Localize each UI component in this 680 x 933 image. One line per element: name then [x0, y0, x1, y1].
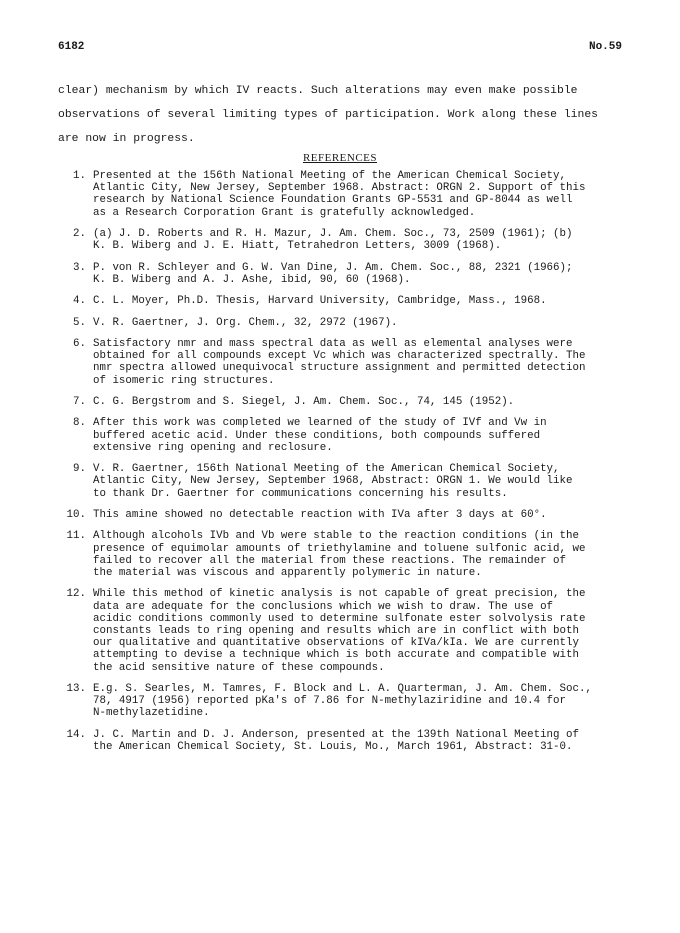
- reference-item: [58, 463, 638, 500]
- reference-number: 7.: [73, 395, 86, 408]
- reference-line: (a) J. D. Roberts and R. H. Mazur, J. Am. Chem. Soc., 73, 2509 (1961); (b): [93, 228, 573, 240]
- reference-line: to thank Dr. Gaertner for communications concerning his results.: [93, 487, 508, 500]
- reference-line: the American Chemical Society, St. Louis, Mo., March 1961, Abstract: 31-0.: [93, 740, 573, 753]
- reference-number: 2.: [73, 228, 86, 240]
- reference-line: Presented at the 156th National Meeting of the American Chemical Society,: [93, 170, 566, 182]
- reference-number: 9.: [73, 463, 86, 476]
- reference-number: 13.: [66, 682, 86, 695]
- reference-line: failed to recover all the material from these reactions. The remainder of: [93, 554, 566, 567]
- reference-line: data are adequate for the conclusions which we wish to draw. The use of: [93, 600, 554, 613]
- reference-line: J. C. Martin and D. J. Anderson, presented at the 139th National Meeting of: [93, 728, 579, 741]
- reference-line: of isomeric ring structures.: [93, 374, 275, 387]
- reference-number: 3.: [73, 261, 86, 274]
- reference-item: [58, 228, 638, 252]
- reference-line: obtained for all compounds except Vc which was characterized spectrally. The: [93, 350, 586, 363]
- reference-line: 78, 4917 (1956) reported pKa's of 7.86 for N-methylaziridine and 10.4 for: [93, 695, 566, 708]
- reference-line: V. R. Gaertner, 156th National Meeting of the American Chemical Society,: [93, 463, 560, 476]
- reference-line: acidic conditions commonly used to determine sulfonate ester solvolysis rate: [93, 612, 586, 625]
- body-line: clear) mechanism by which IV reacts. Such alterations may even make possible: [58, 85, 578, 97]
- page-header: [58, 41, 622, 57]
- reference-item: [58, 170, 638, 219]
- reference-line: Atlantic City, New Jersey, September 1968. Abstract: ORGN 2. Support of this: [93, 182, 586, 195]
- body-paragraph: [58, 79, 638, 151]
- reference-item: [58, 295, 638, 307]
- reference-line: After this work was completed we learned of the study of IVf and Vw in: [93, 417, 547, 430]
- reference-number: 5.: [73, 316, 86, 329]
- reference-number: 8.: [73, 417, 86, 430]
- reference-line: constants leads to ring opening and results which are in conflict with both: [93, 624, 579, 637]
- issue-number: No.59: [588, 41, 622, 53]
- reference-number: 1.: [73, 170, 86, 182]
- reference-line: attempting to devise a technique which is both accurate and compatible with: [93, 649, 579, 662]
- reference-line: K. B. Wiberg and J. E. Hiatt, Tetrahedron Letters, 3009 (1968).: [93, 240, 502, 253]
- reference-line: Although alcohols IVb and Vb were stable to the reaction conditions (in the: [93, 530, 579, 543]
- reference-line: N-methylazetidine.: [93, 707, 210, 720]
- reference-item: [58, 588, 638, 673]
- reference-line: P. von R. Schleyer and G. W. Van Dine, J. Am. Chem. Soc., 88, 2321 (1966);: [93, 261, 573, 274]
- reference-item: [58, 683, 638, 720]
- reference-number: 12.: [66, 588, 86, 601]
- reference-item: [58, 396, 638, 408]
- reference-item: [58, 317, 638, 329]
- reference-number: 6.: [73, 337, 86, 350]
- reference-line: buffered acetic acid. Under these conditions, both compounds suffered: [93, 429, 541, 442]
- reference-item: [58, 262, 638, 286]
- reference-item: [58, 509, 638, 521]
- reference-number: 4.: [73, 295, 86, 308]
- reference-line: Satisfactory nmr and mass spectral data as well as elemental analyses were: [93, 337, 573, 350]
- reference-item: [58, 338, 638, 387]
- reference-line: V. R. Gaertner, J. Org. Chem., 32, 2972 (1967).: [93, 316, 398, 329]
- reference-line: C. G. Bergstrom and S. Siegel, J. Am. Chem. Soc., 74, 145 (1952).: [93, 395, 515, 408]
- reference-item: [58, 417, 638, 454]
- page-number: 6182: [58, 41, 85, 53]
- reference-line: Atlantic City, New Jersey, September 1968, Abstract: ORGN 1. We would like: [93, 475, 573, 488]
- reference-number: 11.: [66, 530, 86, 543]
- reference-line: the material was viscous and apparently polymeric in nature.: [93, 566, 482, 579]
- reference-line: C. L. Moyer, Ph.D. Thesis, Harvard University, Cambridge, Mass., 1968.: [93, 295, 547, 308]
- body-line: observations of several limiting types of participation. Work along these lines: [58, 109, 599, 121]
- reference-line: as a Research Corporation Grant is gratefully acknowledged.: [93, 206, 476, 219]
- reference-item: [58, 729, 638, 753]
- reference-line: research by National Science Foundation Grants GP-5531 and GP-8044 as well: [93, 194, 573, 207]
- references-heading: REFERENCES: [302, 152, 378, 164]
- reference-line: our qualitative and quantitative observations of kIVa/kIa. We are currently: [93, 637, 579, 650]
- reference-line: While this method of kinetic analysis is not capable of great precision, the: [93, 588, 586, 601]
- body-line: are now in progress.: [58, 133, 195, 145]
- reference-line: presence of equimolar amounts of triethylamine and toluene sulfonic acid, we: [93, 542, 586, 555]
- reference-line: E.g. S. Searles, M. Tamres, F. Block and L. A. Quarterman, J. Am. Chem. Soc.,: [93, 682, 592, 695]
- reference-line: extensive ring opening and reclosure.: [93, 441, 333, 454]
- reference-line: the acid sensitive nature of these compounds.: [93, 661, 385, 674]
- reference-line: K. B. Wiberg and A. J. Ashe, ibid, 90, 60 (1968).: [93, 273, 411, 286]
- reference-number: 10.: [66, 508, 86, 521]
- reference-number: 14.: [66, 728, 86, 741]
- references-list: [58, 170, 638, 762]
- reference-item: [58, 530, 638, 579]
- reference-line: nmr spectra allowed unequivocal structure assignment and permitted detection: [93, 362, 586, 375]
- reference-line: This amine showed no detectable reaction with IVa after 3 days at 60°.: [93, 508, 547, 521]
